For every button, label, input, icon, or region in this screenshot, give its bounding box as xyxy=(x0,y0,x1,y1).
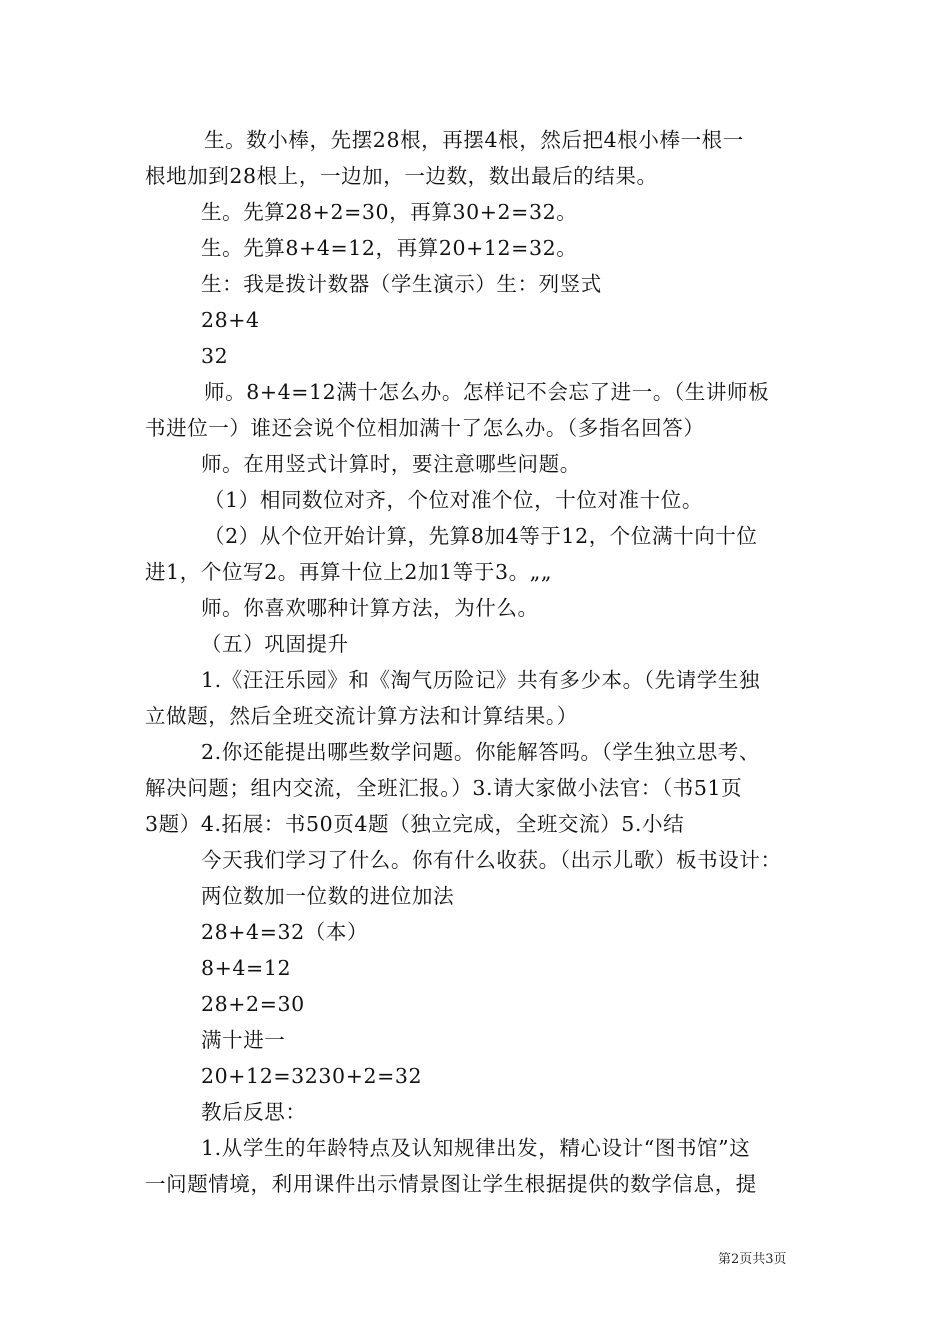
text-line-21: 今天我们学习了什么。你有什么收获。（出示儿歌）板书设计： xyxy=(201,848,782,872)
text-line-30: 一问题情境，利用课件出示情景图让学生根据提供的数学信息，提 xyxy=(145,1172,757,1196)
board-line-5: 20+12=3230+2=32 xyxy=(201,1064,423,1088)
board-line-2: 8+4=12 xyxy=(201,956,292,980)
text-line-19: 解决问题；组内交流，全班汇报。）3.请大家做小法官：（书51页 xyxy=(145,776,743,800)
text-line-10: 师。在用竖式计算时，要注意哪些问题。 xyxy=(201,452,581,476)
text-line-12: （2）从个位开始计算，先算8加4等于12，个位满十向十位 xyxy=(204,524,758,548)
text-line-20: 3题）4.拓展：书50页4题（独立完成，全班交流）5.小结 xyxy=(145,812,685,836)
text-line-13: 进1，个位写2。再算十位上2加1等于3。„„ xyxy=(145,560,553,584)
board-title: 两位数加一位数的进位加法 xyxy=(201,884,455,908)
text-line-17: 立做题，然后全班交流计算方法和计算结果。） xyxy=(145,704,578,728)
text-line-29: 1.从学生的年龄特点及认知规律出发，精心设计“图书馆”这 xyxy=(201,1136,751,1160)
text-line-14: 师。你喜欢哪种计算方法，为什么。 xyxy=(201,596,539,620)
text-line-7: 32 xyxy=(201,344,229,368)
page-footer: 第2页共3页 xyxy=(718,1252,787,1267)
reflection-heading: 教后反思： xyxy=(201,1100,307,1124)
board-line-3: 28+2=30 xyxy=(201,992,305,1016)
section-heading: （五）巩固提升 xyxy=(201,632,349,656)
board-line-1: 28+4=32（本） xyxy=(201,920,369,944)
text-line-18: 2.你还能提出哪些数学问题。你能解答吗。（学生独立思考、 xyxy=(201,740,761,764)
text-line-16: 1.《汪汪乐园》和《淘气历险记》共有多少本。（先请学生独 xyxy=(201,668,761,692)
text-line-5: 生：我是拨计数器（学生演示）生：列竖式 xyxy=(201,272,602,296)
text-line-1: 生。数小棒，先摆28根，再摆4根，然后把4根小棒一根一 xyxy=(204,128,744,152)
text-line-2: 根地加到28根上，一边加，一边数，数出最后的结果。 xyxy=(145,164,658,188)
text-line-9: 书进位一）谁还会说个位相加满十了怎么办。（多指名回答） xyxy=(145,416,705,440)
text-line-8: 师。8+4=12满十怎么办。怎样记不会忘了进一。（生讲师板 xyxy=(204,380,770,404)
text-line-3: 生。先算28+2=30，再算30+2=32。 xyxy=(201,200,578,224)
text-line-11: （1）相同数位对齐，个位对准个位，十位对准十位。 xyxy=(204,488,703,512)
text-line-4: 生。先算8+4=12，再算20+12=32。 xyxy=(201,236,578,260)
board-line-4: 满十进一 xyxy=(201,1028,286,1052)
text-line-6: 28+4 xyxy=(201,308,260,332)
